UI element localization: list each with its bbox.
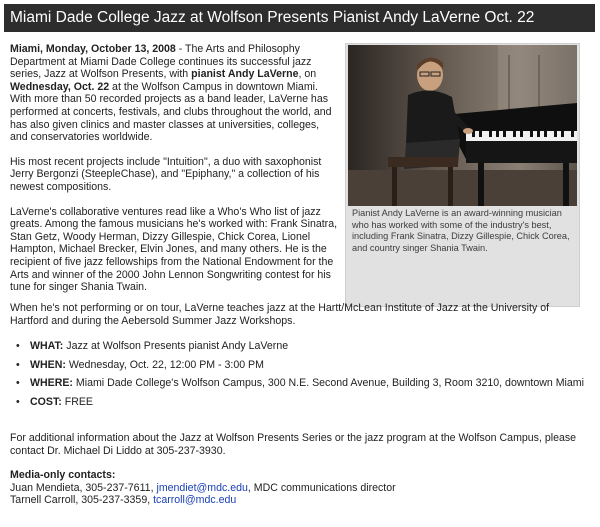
detail-label: WHAT: <box>30 340 64 352</box>
pianist-photo <box>348 45 577 206</box>
main-column <box>10 43 338 306</box>
photo-caption: Pianist Andy LaVerne is an award-winning musician who has worked with some of the industry's best, including Frank Sinatra, Dizzy Gillespie, Chick Corea, and country singer Shania Twain. <box>352 208 570 253</box>
projects-paragraph: His most recent projects include "Intuition", a duo with saxophonist Jerry Bergonzi (SteepleChase), and "Epiphany," a collection of his newest compositions. <box>10 155 322 193</box>
contacts-heading: Media-only contacts: <box>10 469 116 481</box>
bullet: • <box>16 340 20 352</box>
contact-line-1 <box>10 482 585 495</box>
detail-value: Wednesday, Oct. 22, 12:00 PM - 3:00 PM <box>65 358 264 371</box>
detail-cost <box>10 396 585 409</box>
bullet: • <box>16 358 20 371</box>
event-date: Wednesday, Oct. 22 <box>10 80 110 93</box>
contact-1-role: , MDC communications director <box>247 481 396 494</box>
hartt-paragraph: When he's not performing or on tour, LaVerne teaches jazz at the Hartt/McLean Institute of Jazz at the University of Hartford and during the Aebersold Summer Jazz Workshops. <box>10 302 550 327</box>
detail-label: WHERE: <box>30 377 73 390</box>
ventures-paragraph: LaVerne's collaborative ventures read like a Who's Who list of jazz greats. Among the famous musicians he's worked with: Frank Sinatra, Stan Getz, Woody Herman, Dizzy Gillespie, Chick Corea, Lionel Hampton, Michael Brecker, Elvin Jones, and many others. He is the recipient of five jazz fellowships from the National Endowment for the Arts and winner of the 2000 John Lennon Songwriting contest for his tune for singer Shania Twain. <box>10 205 338 294</box>
bullet: • <box>16 395 20 408</box>
photo-box <box>345 43 580 307</box>
detail-where <box>10 377 585 390</box>
contact-1-text: Juan Mendieta, 305-237-7611, <box>10 481 157 494</box>
detail-value: Miami Dade College's Wolfson Campus, 300 N.E. Second Avenue, Building 3, Room 3210, downtown Miami <box>72 377 584 390</box>
event-details-list <box>10 340 585 414</box>
contact-line-2 <box>10 494 585 507</box>
detail-value: Jazz at Wolfson Presents pianist Andy LaVerne <box>63 340 289 352</box>
detail-when <box>10 359 585 372</box>
pianist-name: pianist Andy LaVerne <box>191 68 299 81</box>
contact-info-paragraph: For additional information about the Jazz at Wolfson Presents Series or the jazz program at the Wolfson Campus, please contact Dr. Michael Di Liddo at 305-237-3930. <box>10 432 577 457</box>
page-title: Miami Dade College Jazz at Wolfson Presents Pianist Andy LaVerne Oct. 22 <box>4 4 595 32</box>
intro-text-c: at the Wolfson Campus in downtown Miami. With more than 50 recorded projects as a band leader, LaVerne has performed at concerts, festivals, and clubs throughout the world, and has also given clinics and master classes at universities, colleges, and conservatories worldwide. <box>10 80 332 144</box>
detail-label: WHEN: <box>30 358 66 371</box>
media-contacts <box>10 469 585 507</box>
bullet: • <box>16 377 20 390</box>
intro-text-b: , on <box>298 68 317 81</box>
detail-what <box>10 340 585 353</box>
contact-1-email-link[interactable]: jmendiet@mdc.edu <box>156 481 248 494</box>
detail-value: FREE <box>61 395 93 408</box>
intro-paragraph <box>10 43 338 144</box>
dateline: Miami, Monday, October 13, 2008 <box>10 43 176 55</box>
contact-2-text: Tarnell Carroll, 305-237-3359, <box>10 494 154 507</box>
intro-text-a: - The Arts and Philosophy Department at Miami Dade College continues its successful jazz series, Jazz at Wolfson Presents, with <box>10 43 312 81</box>
detail-label: COST: <box>30 395 62 408</box>
contact-2-email-link[interactable]: tcarroll@mdc.edu <box>153 494 237 507</box>
